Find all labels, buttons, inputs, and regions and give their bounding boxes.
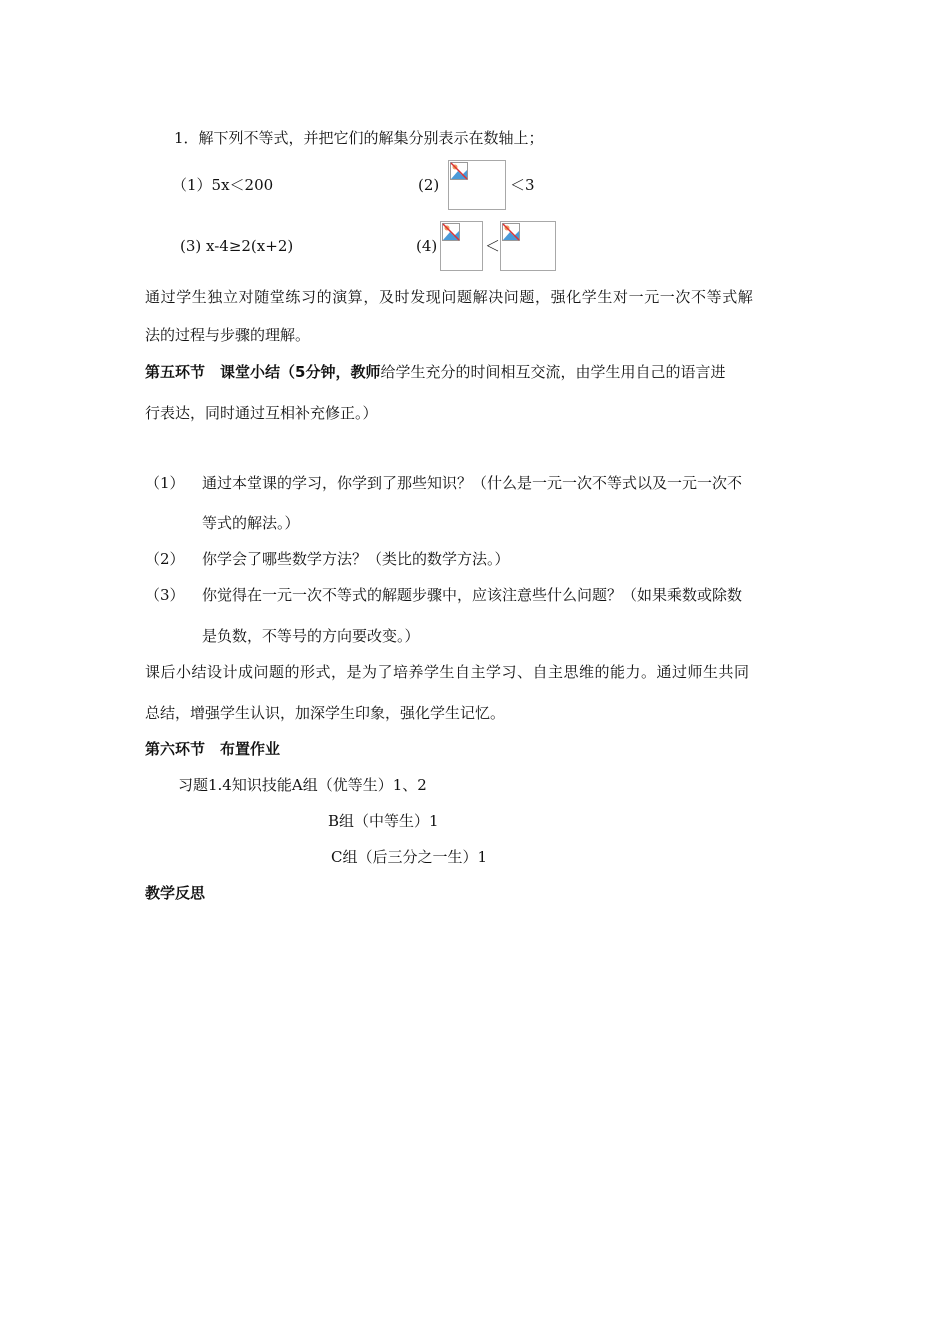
list-item-text: 你觉得在一元一次不等式的解题步骤中，应该注意些什么问题？（如果乘数或除数 — [202, 586, 743, 604]
paragraph-line: 课后小结设计成问题的形式，是为了培养学生自主学习、自主思维的能力。通过师生共同 — [145, 663, 750, 681]
section-heading-rest: 给学生充分的时间相互交流，由学生用自己的语言进 — [380, 363, 726, 381]
paragraph-line: 总结，增强学生认识，加深学生印象，强化学生记忆。 — [145, 704, 506, 722]
exercise-item-1: （1）5x＜200 — [172, 176, 274, 194]
fraction-image-placeholder — [440, 221, 483, 271]
list-number: （3） — [145, 586, 185, 604]
list-item-text: 是负数，不等号的方向要改变。） — [202, 627, 420, 645]
paragraph-line: 通过学生独立对随堂练习的演算，及时发现问题解决问题，强化学生对一元一次不等式解 — [145, 288, 754, 306]
fraction-image-placeholder — [500, 221, 556, 271]
reflection-heading: 教学反思 — [145, 884, 206, 902]
list-item-text: 你学会了哪些数学方法？（类比的数学方法。） — [202, 550, 510, 568]
broken-image-icon — [502, 223, 520, 241]
broken-image-icon — [450, 162, 468, 180]
exercise-item-3: (3) x-4≥2(x+2) — [180, 237, 294, 255]
exercise-item-4-mid: ＜ — [485, 237, 501, 255]
section-line: 行表达，同时通过互相补充修正。） — [145, 404, 378, 422]
broken-image-icon — [442, 223, 460, 241]
section-heading-bold: 第五环节 课堂小结（5分钟，教师 — [145, 363, 381, 381]
list-number: （2） — [145, 550, 185, 568]
homework-line-c: C组（后三分之一生）1 — [331, 848, 488, 866]
exercise-item-4-label: (4) — [416, 237, 438, 255]
list-item-text: 通过本堂课的学习，你学到了那些知识？（什么是一元一次不等式以及一元一次不 — [202, 474, 743, 492]
homework-line-a: 习题1.4知识技能A组（优等生）1、2 — [178, 776, 427, 794]
list-number: （1） — [145, 474, 185, 492]
fraction-image-placeholder — [448, 160, 506, 210]
exercise-item-2-label: (2) — [418, 176, 440, 194]
exercise-item-2-after: ＜3 — [510, 176, 535, 194]
section-heading — [145, 362, 725, 382]
paragraph-line: 法的过程与步骤的理解。 — [145, 326, 311, 344]
section-heading: 第六环节 布置作业 — [145, 740, 281, 758]
homework-line-b: B组（中等生）1 — [328, 812, 439, 830]
list-item-text: 等式的解法。） — [202, 514, 300, 532]
exercise-title: 1．解下列不等式，并把它们的解集分别表示在数轴上； — [174, 129, 544, 147]
